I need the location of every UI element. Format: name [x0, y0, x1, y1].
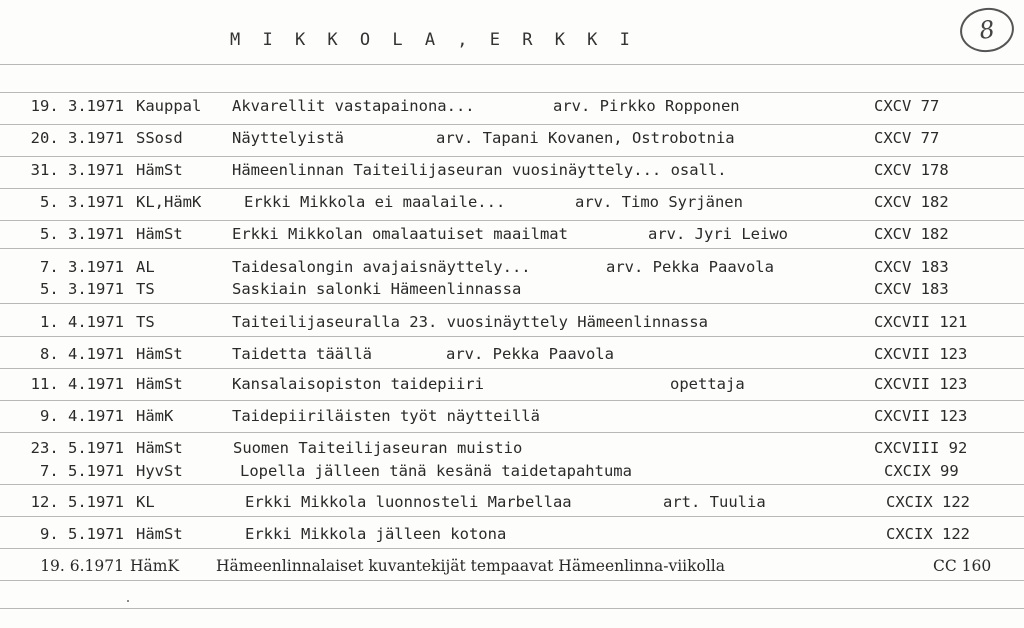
entry-reference: CXCVIII 92 — [874, 439, 968, 457]
entry-date: 19. 6.1971 — [40, 557, 124, 575]
entry-date: 11. 4.1971 — [30, 375, 124, 393]
entry-row — [0, 373, 1024, 395]
entry-reference: CXCV 182 — [874, 225, 949, 243]
entry-reference: CXCV 183 — [874, 258, 949, 276]
entry-reference: CXCVII 123 — [874, 407, 968, 425]
ruled-line — [0, 368, 1024, 369]
entry-title: Suomen Taiteilijaseuran muistio — [233, 439, 523, 457]
entry-row — [0, 127, 1024, 149]
ruled-line — [0, 92, 1024, 93]
entry-date: 9. 5.1971 — [40, 525, 124, 543]
entry-source: KL — [136, 493, 155, 511]
entry-reference: CC 160 — [933, 557, 992, 575]
entry-row — [0, 223, 1024, 245]
entry-title: Taidepiiriläisten työt näytteillä — [232, 407, 540, 425]
entry-reference: CXCVII 123 — [874, 375, 968, 393]
entry-source: HämSt — [136, 161, 183, 179]
ruled-line — [0, 580, 1024, 581]
ruled-line — [0, 248, 1024, 249]
ruled-line — [0, 608, 1024, 609]
entry-row — [0, 460, 1024, 482]
entry-row — [0, 256, 1024, 278]
ruled-line — [0, 548, 1024, 549]
entry-title: Näyttelyistä — [232, 129, 344, 147]
ruled-line — [0, 336, 1024, 337]
entry-source: HämK — [136, 407, 174, 425]
entry-title: Erkki Mikkola luonnosteli Marbellaa — [245, 493, 572, 511]
entry-source: HyvSt — [136, 462, 183, 480]
entry-title: Taiteilijaseuralla 23. vuosinäyttely Hämeenlinnassa — [232, 313, 708, 331]
entry-source: AL — [136, 258, 155, 276]
entry-source: KL,HämK — [136, 193, 202, 211]
card-number-circle: 8 — [957, 4, 1017, 55]
entry-source: Kauppal — [136, 97, 202, 115]
entry-note: arv. Tapani Kovanen, Ostrobotnia — [436, 129, 735, 147]
entry-reference: CXCV 77 — [874, 97, 940, 115]
ruled-line — [0, 64, 1024, 65]
entry-title: Erkki Mikkola ei maalaile... — [244, 193, 506, 211]
entry-source: HämSt — [136, 225, 183, 243]
entry-title: Hämeenlinnan Taiteilijaseuran vuosinäyttely... osall. — [232, 161, 727, 179]
entry-title: Taidesalongin avajaisnäyttely... — [232, 258, 531, 276]
entry-title: Taidetta täällä — [232, 345, 372, 363]
entry-note: arv. Timo Syrjänen — [575, 193, 743, 211]
ruled-line — [0, 303, 1024, 304]
entry-note: art. Tuulia — [663, 493, 766, 511]
person-name-heading: M I K K O L A , E R K K I — [230, 30, 636, 50]
entry-date: 8. 4.1971 — [40, 345, 124, 363]
entry-date: 12. 5.1971 — [30, 493, 124, 511]
entry-reference: CXCV 183 — [874, 280, 949, 298]
entry-date: 5. 3.1971 — [40, 225, 124, 243]
entry-row — [0, 523, 1024, 545]
entry-title: Erkki Mikkola jälleen kotona — [245, 525, 507, 543]
ruled-line — [0, 516, 1024, 517]
ink-dot — [127, 600, 129, 602]
entry-reference: CXCV 178 — [874, 161, 949, 179]
entry-source: SSosd — [136, 129, 183, 147]
entry-title: Akvarellit vastapainona... — [232, 97, 475, 115]
entry-date: 31. 3.1971 — [30, 161, 124, 179]
entry-row — [0, 555, 1024, 577]
ruled-line — [0, 188, 1024, 189]
entry-date: 20. 3.1971 — [30, 129, 124, 147]
ruled-line — [0, 156, 1024, 157]
entry-title: Lopella jälleen tänä kesänä taidetapahtuma — [240, 462, 632, 480]
entry-date: 9. 4.1971 — [40, 407, 124, 425]
entry-row — [0, 491, 1024, 513]
entry-reference: CXCIX 99 — [884, 462, 959, 480]
entry-row — [0, 437, 1024, 459]
entry-note: arv. Jyri Leiwo — [648, 225, 788, 243]
entry-source: HämK — [130, 557, 180, 575]
entry-source: TS — [136, 313, 155, 331]
entry-reference: CXCVII 123 — [874, 345, 968, 363]
entry-date: 23. 5.1971 — [30, 439, 124, 457]
entry-date: 7. 5.1971 — [40, 462, 124, 480]
entry-reference: CXCV 77 — [874, 129, 940, 147]
entry-note: arv. Pirkko Ropponen — [553, 97, 740, 115]
entry-source: HämSt — [136, 345, 183, 363]
entry-date: 1. 4.1971 — [40, 313, 124, 331]
entry-reference: CXCIX 122 — [886, 493, 970, 511]
entry-source: TS — [136, 280, 155, 298]
entry-row — [0, 95, 1024, 117]
entry-source: HämSt — [136, 375, 183, 393]
ruled-line — [0, 432, 1024, 433]
entry-row — [0, 159, 1024, 181]
ruled-line — [0, 124, 1024, 125]
entry-note: arv. Pekka Paavola — [446, 345, 614, 363]
entry-title: Erkki Mikkolan omalaatuiset maailmat — [232, 225, 568, 243]
entry-note: arv. Pekka Paavola — [606, 258, 774, 276]
entry-date: 5. 3.1971 — [40, 193, 124, 211]
entry-row — [0, 405, 1024, 427]
ruled-line — [0, 400, 1024, 401]
entry-row — [0, 191, 1024, 213]
entry-title: Saskiain salonki Hämeenlinnassa — [232, 280, 522, 298]
entry-row — [0, 278, 1024, 300]
entry-row — [0, 343, 1024, 365]
entry-note: opettaja — [670, 375, 745, 393]
entry-reference: CXCV 182 — [874, 193, 949, 211]
ruled-line — [0, 220, 1024, 221]
ruled-line — [0, 484, 1024, 485]
entry-reference: CXCIX 122 — [886, 525, 970, 543]
entry-reference: CXCVII 121 — [874, 313, 968, 331]
entry-date: 19. 3.1971 — [30, 97, 124, 115]
entry-source: HämSt — [136, 439, 183, 457]
entry-date: 7. 3.1971 — [40, 258, 124, 276]
entry-date: 5. 3.1971 — [40, 280, 124, 298]
entry-title: Hämeenlinnalaiset kuvantekijät tempaavat Hämeenlinna-viikolla — [216, 557, 726, 575]
entry-source: HämSt — [136, 525, 183, 543]
entry-title: Kansalaisopiston taidepiiri — [232, 375, 484, 393]
entry-row — [0, 311, 1024, 333]
